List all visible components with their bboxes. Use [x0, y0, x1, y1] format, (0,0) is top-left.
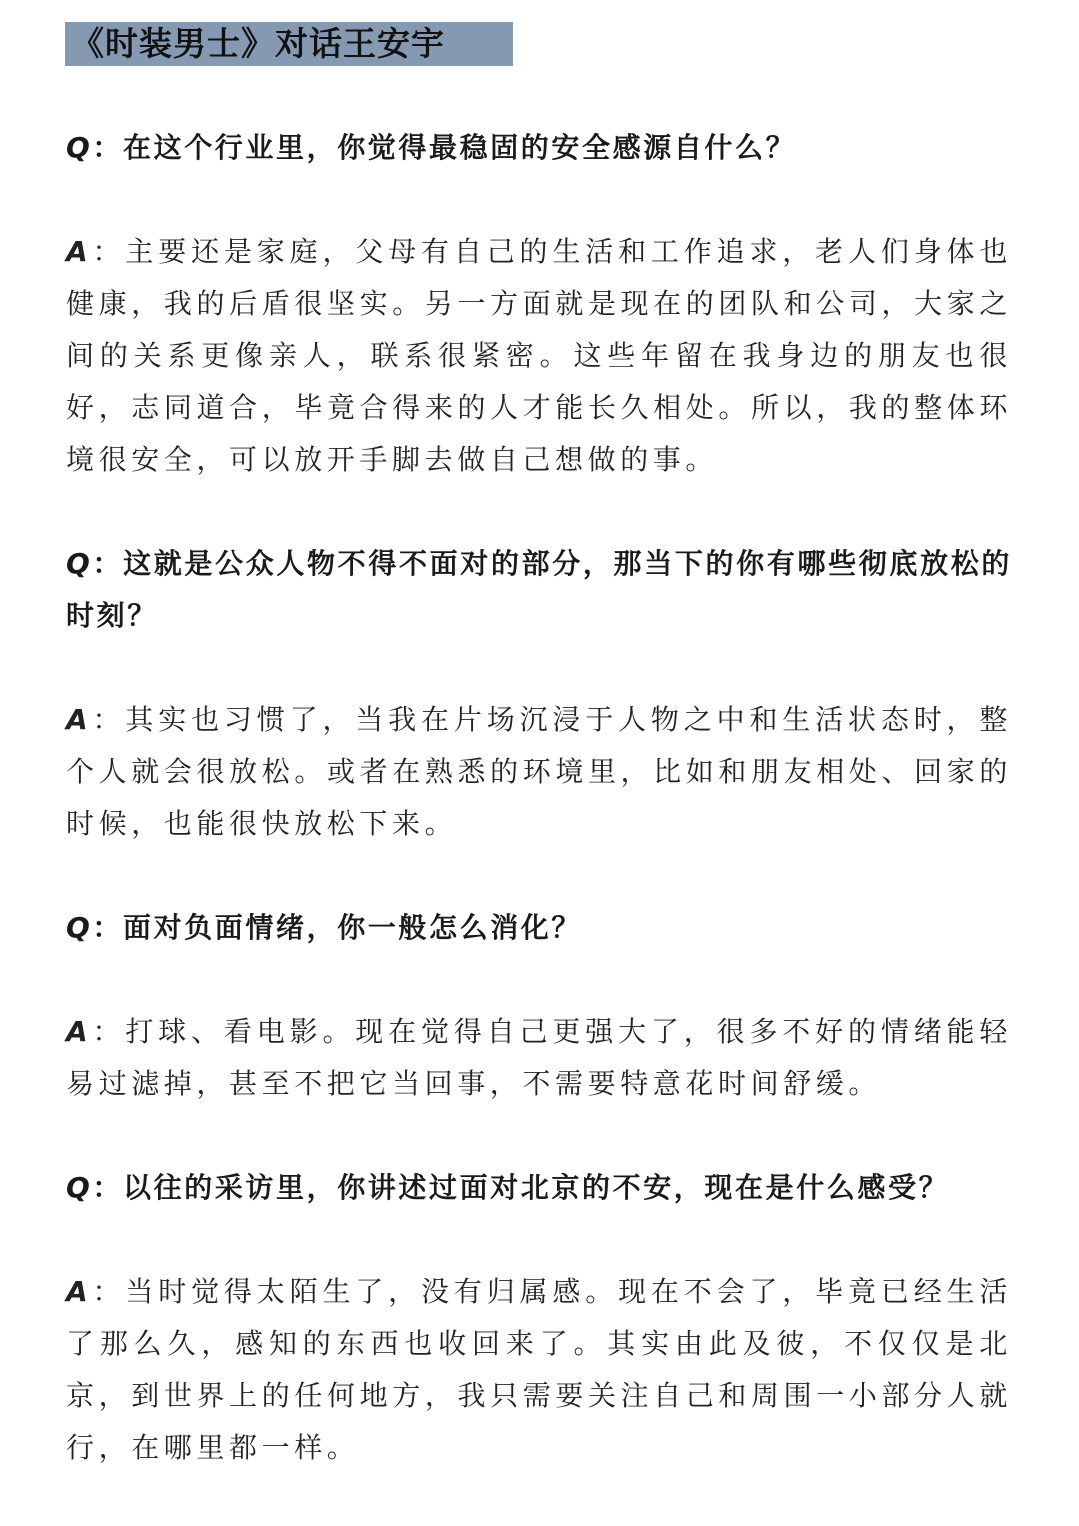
question-4 — [66, 1162, 1012, 1214]
question-text: ：以往的采访里，你讲述过面对北京的不安，现在是什么感受？ — [92, 1171, 950, 1204]
article-title-banner — [65, 22, 513, 66]
a-label: A — [66, 703, 93, 736]
question-text: ：在这个行业里，你觉得最稳固的安全感源自什么？ — [92, 131, 797, 164]
a-label: A — [66, 1015, 93, 1048]
question-text: ：这就是公众人物不得不面对的部分，那当下的你有哪些彻底放松的时刻？ — [66, 547, 1012, 632]
answer-2 — [66, 694, 1012, 850]
interview-content — [66, 122, 1012, 1526]
a-label: A — [66, 235, 93, 268]
question-3 — [66, 902, 1012, 954]
q-label: Q — [66, 911, 93, 944]
answer-text: ：主要还是家庭，父母有自己的生活和工作追求，老人们身体也健康，我的后盾很坚实。另一方面就是现在的团队和公司，大家之间的关系更像亲人，联系很紧密。这些年留在我身边的朋友也很好，志同道合，毕竟合得来的人才能长久相处。所以，我的整体环境很安全，可以放开手脚去做自己想做的事。 — [66, 235, 1012, 476]
q-label: Q — [66, 547, 93, 580]
q-label: Q — [66, 1171, 93, 1204]
a-label: A — [66, 1275, 93, 1308]
q-label: Q — [66, 131, 93, 164]
question-text: ：面对负面情绪，你一般怎么消化？ — [92, 911, 583, 944]
answer-1 — [66, 226, 1012, 486]
answer-3 — [66, 1006, 1012, 1110]
answer-text: ：其实也习惯了，当我在片场沉浸于人物之中和生活状态时，整个人就会很放松。或者在熟悉的环境里，比如和朋友相处、回家的时候，也能很快放松下来。 — [66, 703, 1012, 840]
answer-text: ：当时觉得太陌生了，没有归属感。现在不会了，毕竟已经生活了那么久，感知的东西也收回来了。其实由此及彼，不仅仅是北京，到世界上的任何地方，我只需要关注自己和周围一小部分人就行，在哪里都一样。 — [66, 1275, 1012, 1464]
answer-text: ：打球、看电影。现在觉得自己更强大了，很多不好的情绪能轻易过滤掉，甚至不把它当回事，不需要特意花时间舒缓。 — [66, 1015, 1012, 1100]
question-2 — [66, 538, 1012, 642]
article-title: 《时装男士》对话王安宇 — [71, 24, 445, 63]
question-1 — [66, 122, 1012, 174]
answer-4 — [66, 1266, 1012, 1474]
